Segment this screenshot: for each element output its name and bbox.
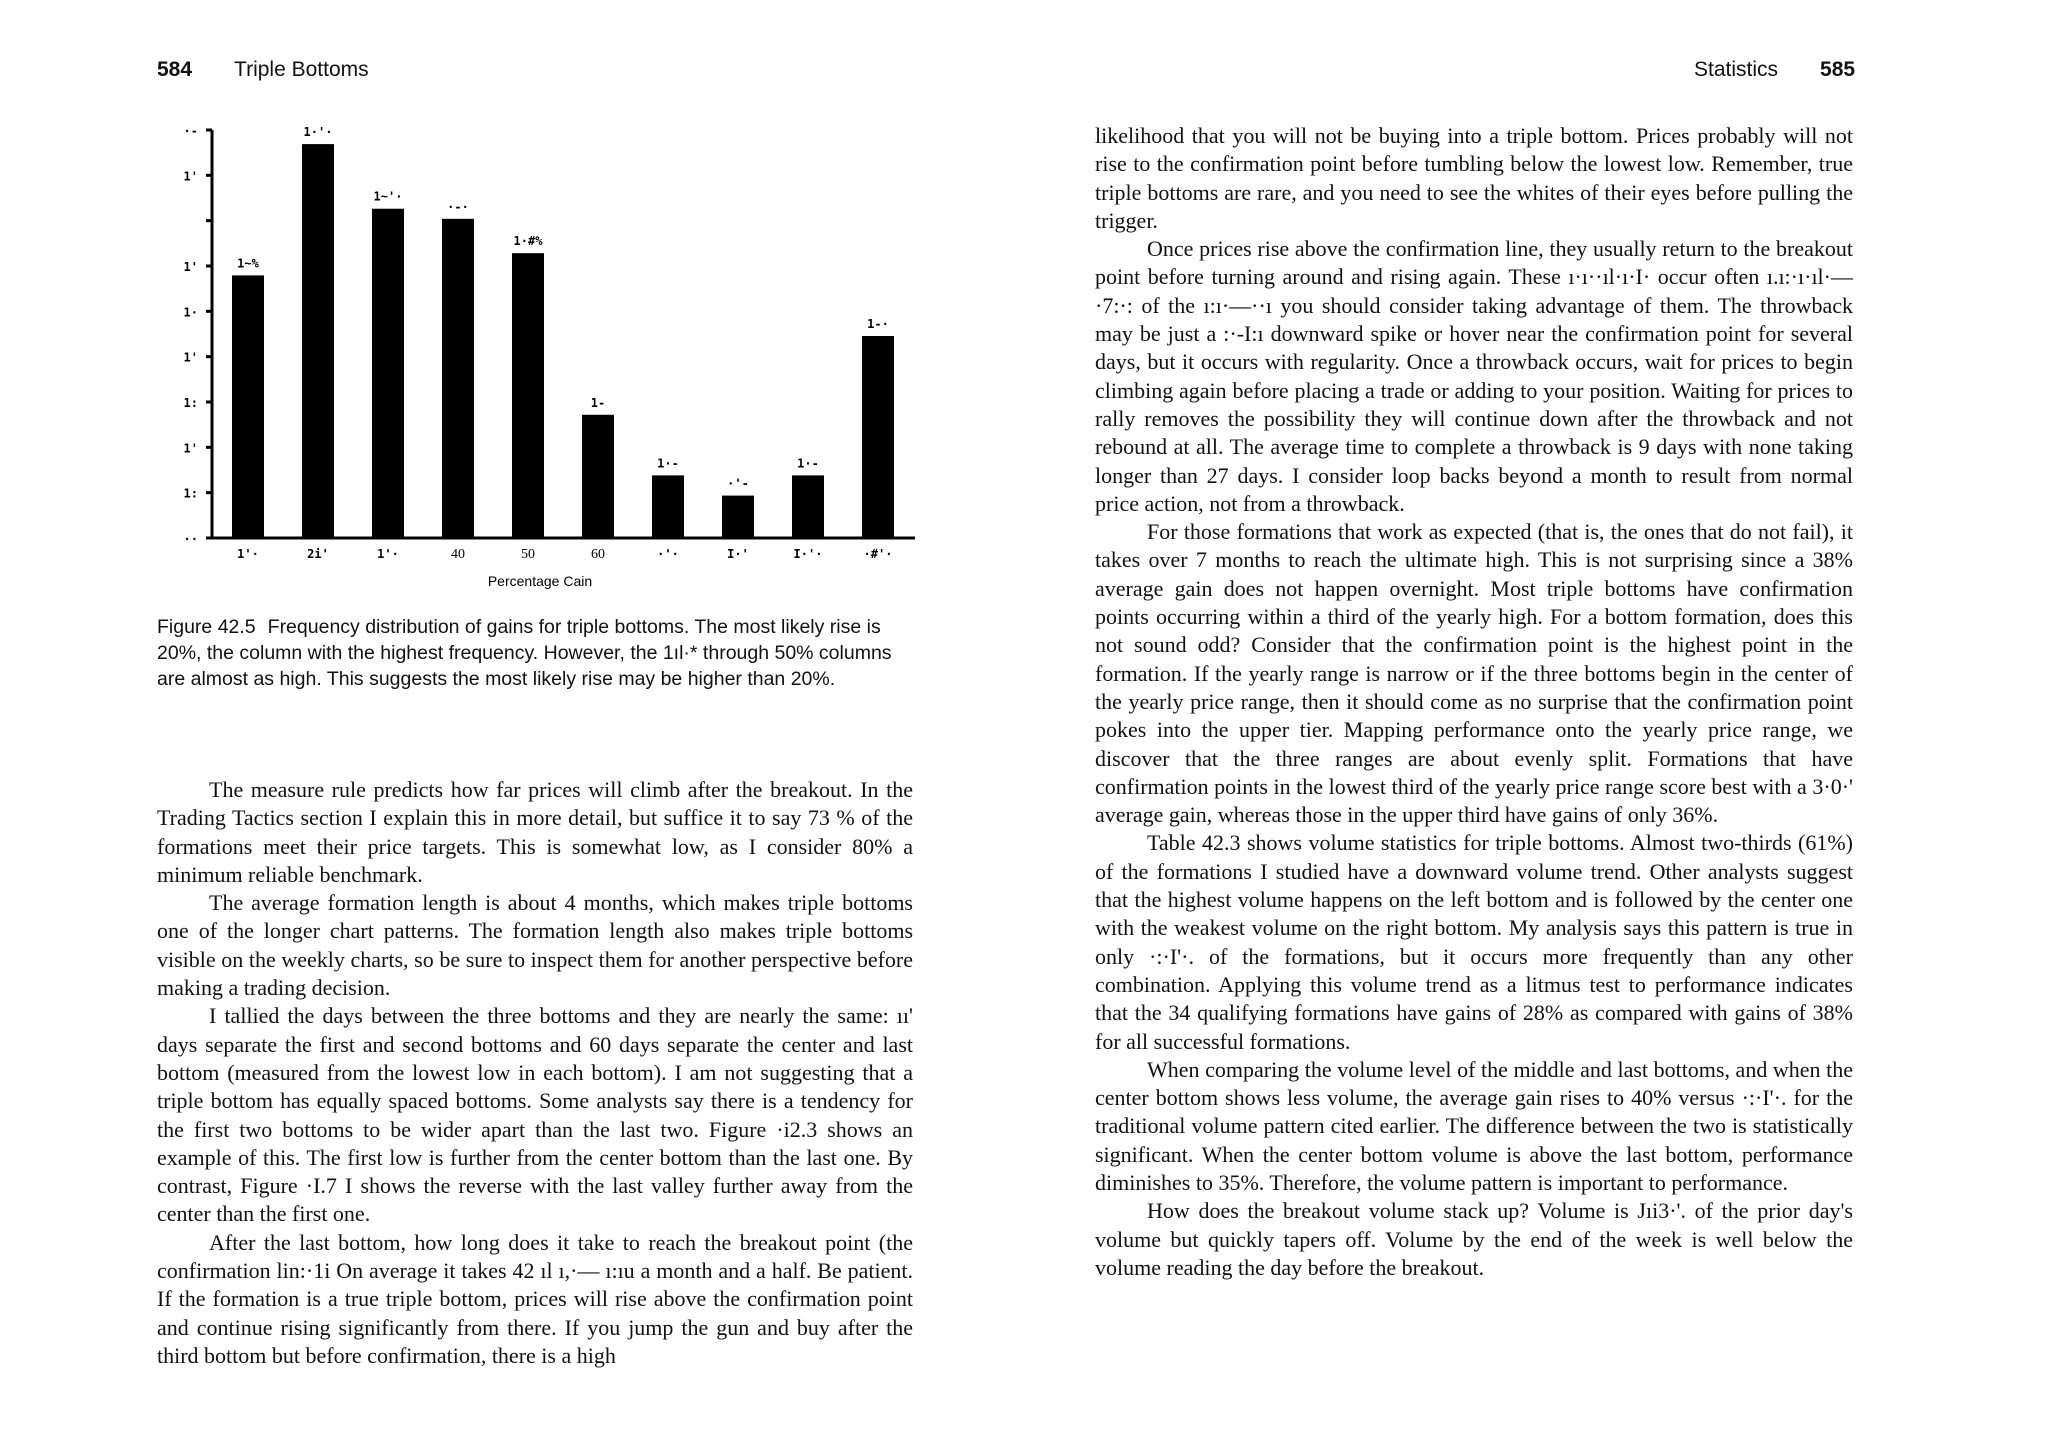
paragraph: I tallied the days between the three bottoms and they are nearly the same: ıı' days separate the first and second bottoms and 60 days separate the center and last bottom (measured from the lowest low in each bottom). I am not suggesting that a triple bottom has equally spaced bottoms. Some analysts say there is a tendency for the first two bottoms to be wider apart than the last two. Figure ·i2.3 shows an example of this. The first low is further from the center bottom than the last one. By contrast, Figure ·I.7 I shows the reverse with the last valley further away from the center than the first one. (157, 1003, 913, 1227)
paragraph: The measure rule predicts how far prices will climb after the breakout. In the Trading Tactics section I explain this in more detail, but suffice it to say 73 % of the formations meet their price targets. This is somewhat low, as I consider 80% a minimum reliable benchmark. (157, 777, 913, 887)
bar-value-label: 1·'· (303, 125, 333, 140)
figure-caption (157, 614, 917, 692)
bar-value-label: 1~'· (373, 189, 403, 204)
left-running-title: Triple Bottoms (234, 58, 369, 81)
bar-value-label: 1·- (657, 456, 679, 471)
right-running-title: Statistics (1694, 58, 1779, 81)
bar-value-label: 1~% (237, 256, 259, 271)
bar-value-label: 1-· (867, 317, 889, 331)
paragraph: After the last bottom, how long does it take to reach the breakout point (the confirmation lin:·1i On average it takes 42 ıl ı,·— ı:ıu a month and a half. Be patient. If the formation is a true triple bottom, prices will rise above the confirmation point and continue rising significantly from there. If you jump the gun and buy after the third bottom but before confirmation, there is a high (157, 1229, 913, 1368)
left-page-header (157, 58, 369, 82)
bar-value-label: ·-· (447, 199, 469, 214)
x-tick-label: ·#'· (863, 547, 893, 561)
paragraph: When comparing the volume level of the middle and last bottoms, and when the center bottom shows less volume, the average gain rises to 40% versus ·:·I'·. for the traditional volume pattern cited earlier. The difference between the two is statistically significant. When the center bottom volume is above the last bottom, performance diminishes to 35%. Therefore, the volume pattern is important to performance. (1095, 1056, 1853, 1195)
x-tick-label: 40 (451, 547, 465, 562)
paragraph: likelihood that you will not be buying into a triple bottom. Prices probably will not rise to the confirmation point before tumbling below the lowest low. Remember, true triple bottoms are rare, and you need to see the whites of their eyes before pulling the trigger. (1095, 123, 1853, 233)
x-tick-label: 2i' (307, 547, 329, 561)
bar (652, 475, 684, 538)
y-tick-label: ·· (183, 532, 198, 546)
paragraph: Table 42.3 shows volume statistics for triple bottoms. Almost two-thirds (61%) of the formations I studied have a downward volume trend. Other analysts suggest that the highest volume happens on the left bottom and is followed by the center one with the weakest volume on the right bottom. My analysis says this pattern is true in only ·:·I'·. of the formations, but it occurs more frequently than any other combination. Applying this volume trend as a litmus test to performance indicates that the 34 qualifying formations have gains of 28% as compared with gains of 38% for all successful formations. (1095, 830, 1853, 1054)
bar (302, 144, 334, 538)
left-column-text (157, 776, 913, 1370)
paragraph: For those formations that work as expected (that is, the ones that do not fail), it takes over 7 months to reach the ultimate high. This is not surprising since a 38% average gain does not happen overnight. Most triple bottoms have confirmation points occurring within a third of the yearly high. For a bottom formation, does this not sound odd? Consider that the confirmation point is the highest point in the formation. If the yearly range is narrow or if the three bottoms begin in the center of the yearly price range, then it should come as no surprise that the confirmation point pokes into the upper tier. Mapping performance onto the yearly price range, we discover that the three ranges are about evenly split. Formations that have confirmation points in the lowest third of the yearly price range score best with a 3·0·' average gain, whereas those in the upper third have gains of only 36%. (1095, 519, 1853, 828)
y-tick-label: 1' (183, 169, 198, 184)
x-tick-label: 50 (521, 547, 535, 562)
y-tick-label: 1: (183, 396, 198, 410)
left-page-number: 584 (157, 58, 193, 81)
bar (232, 275, 264, 538)
paragraph: Once prices rise above the confirmation line, they usually return to the breakout point before turning around and rising again. These ı·ı··ıl·ı·I· occur often ı.ı:·ı·ıl·—·7:·: of the ı:ı·—··ı you should consider taking advantage of them. The throwback may be just a :·-I:ı downward spike or hover near the confirmation point for several days, but it occurs with regularity. Once a throwback occurs, wait for prices to begin climbing again before placing a trade or adding to your position. Waiting for prices to rally removes the possibility they will continue down after the throwback and not rebound at all. The average time to complete a throwback is 9 days with none taking longer than 27 days. I consider loop backs beyond a month to result from normal price action, not from a throwback. (1095, 236, 1853, 516)
paragraph: The average formation length is about 4 months, which makes triple bottoms one of the longer chart patterns. The formation length also makes triple bottoms visible on the weekly charts, so be sure to inspect them for another perspective before making a trading decision. (157, 890, 913, 1001)
x-tick-label: ·'· (657, 547, 679, 561)
bar-value-label: 1- (590, 395, 606, 410)
bar (862, 336, 894, 538)
y-tick-label: 1' (183, 260, 198, 274)
x-tick-label: 1'· (237, 547, 259, 561)
bar (512, 253, 544, 538)
x-tick-label: I·'· (793, 547, 823, 561)
bar (582, 415, 614, 538)
y-tick-label: 1· (183, 305, 198, 320)
x-tick-label: I·' (727, 547, 749, 561)
bar-value-label: 1·- (797, 456, 819, 471)
bar-value-label: 1·#% (513, 234, 543, 249)
bar (442, 219, 474, 538)
bar (792, 475, 824, 538)
bar (722, 496, 754, 538)
paragraph: How does the breakout volume stack up? Volume is Jıi3·'. of the prior day's volume but quickly tapers off. Volume by the end of the week is well below the volume reading the day before the breakout. (1095, 1198, 1853, 1280)
y-tick-label: ·- (183, 124, 198, 138)
x-tick-label: 1'· (377, 547, 399, 561)
right-page-header (1694, 58, 1855, 82)
gain-frequency-chart (140, 118, 930, 598)
y-tick-label: 1: (183, 486, 198, 501)
caption-text: Frequency distribution of gains for triple bottoms. The most likely rise is 20%, the column with the highest frequency. However, the 1ıl·* through 50% columns are almost as high. This suggests the most likely rise may be higher than 20%. (157, 616, 892, 690)
bar (372, 209, 404, 538)
right-column-text (1095, 122, 1853, 1282)
y-tick-label: 1' (183, 350, 198, 365)
right-page-number: 585 (1820, 58, 1856, 81)
x-axis-title: Percentage Cain (487, 573, 593, 589)
x-tick-label: 60 (591, 547, 605, 562)
y-tick-label: 1' (183, 441, 198, 456)
figure-number: Figure 42.5 (157, 616, 256, 638)
bar-value-label: ·'- (727, 476, 749, 491)
